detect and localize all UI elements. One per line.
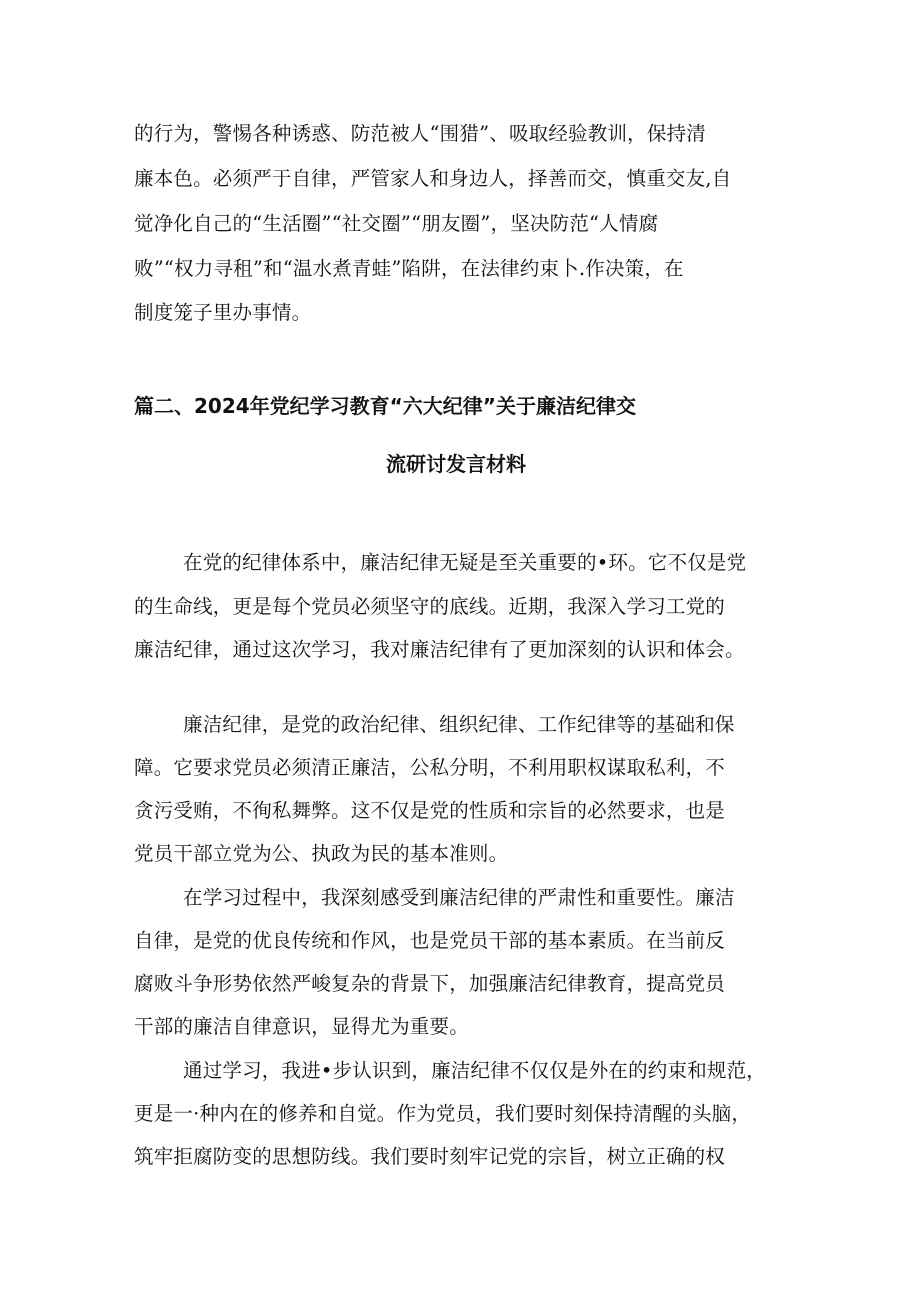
text-line: 自律，是党的优良传统和作风，也是党员干部的基本素质。在当前反: [134, 929, 726, 952]
text-line: 的生命线，更是每个党员必须坚守的底线。近期，我深入学习工党的: [134, 595, 726, 618]
text-line: 的行为，警惕各种诱惑、防范被人“围猎”、吸取经验教训，保持清: [134, 122, 706, 145]
text-line: 腐败斗争形势依然严峻复杂的背景下，加强廉洁纪律教育，提高党员: [134, 972, 726, 995]
text-line: 更是一·种内在的修养和自觉。作为党员，我们要时刻保持清醒的头脑，: [134, 1102, 752, 1125]
text-line: 通过学习，我进•步认识到，廉洁纪律不仅仅是外在的约束和规范，: [183, 1059, 767, 1082]
text-line: 在党的纪律体系中，廉洁纪律无疑是至关重要的•环。它不仅是党: [183, 551, 747, 574]
text-line: 在学习过程中，我深刻感受到廉洁纪律的严肃性和重要性。廉洁: [183, 886, 735, 909]
text-line: 制度笼子里办事情。: [134, 301, 312, 324]
text-line: 廉本色。必须严于自律，严管家人和身边人，择善而交，慎重交友,自: [134, 167, 732, 190]
heading-line-2: 流研讨发言材料: [386, 452, 526, 476]
text-line: 贪污受贿，不徇私舞弊。这不仅是党的性质和宗旨的必然要求，也是: [134, 799, 726, 822]
text-line: 党员干部立党为公、执政为民的基本准则。: [134, 842, 509, 865]
text-line: 障。它要求党员必须清正廉洁，公私分明，不利用职权谋取私利，不: [134, 756, 726, 779]
text-line: 筑牢拒腐防变的思想防线。我们要时刻牢记党的宗旨，树立正确的权: [134, 1145, 726, 1168]
text-line: 廉洁纪律，通过这次学习，我对廉洁纪律有了更加深刻的认识和体会。: [134, 638, 745, 661]
text-line: 觉净化自己的“生活圈”“社交圈”“朋友圈”，坚决防范“人情腐: [134, 212, 659, 235]
heading-line-1: 篇二、2024年党纪学习教育“六大纪律”关于廉洁纪律交: [134, 394, 636, 418]
text-line: 干部的廉洁自律意识，显得尤为重要。: [134, 1015, 469, 1038]
text-line: 廉洁纪律，是党的政治纪律、组织纪律、工作纪律等的基础和保: [183, 713, 735, 736]
text-line: 败”“权力寻租”和“温水煮青蛙”陷阱，在法律约束卜.作决策，在: [134, 257, 684, 280]
